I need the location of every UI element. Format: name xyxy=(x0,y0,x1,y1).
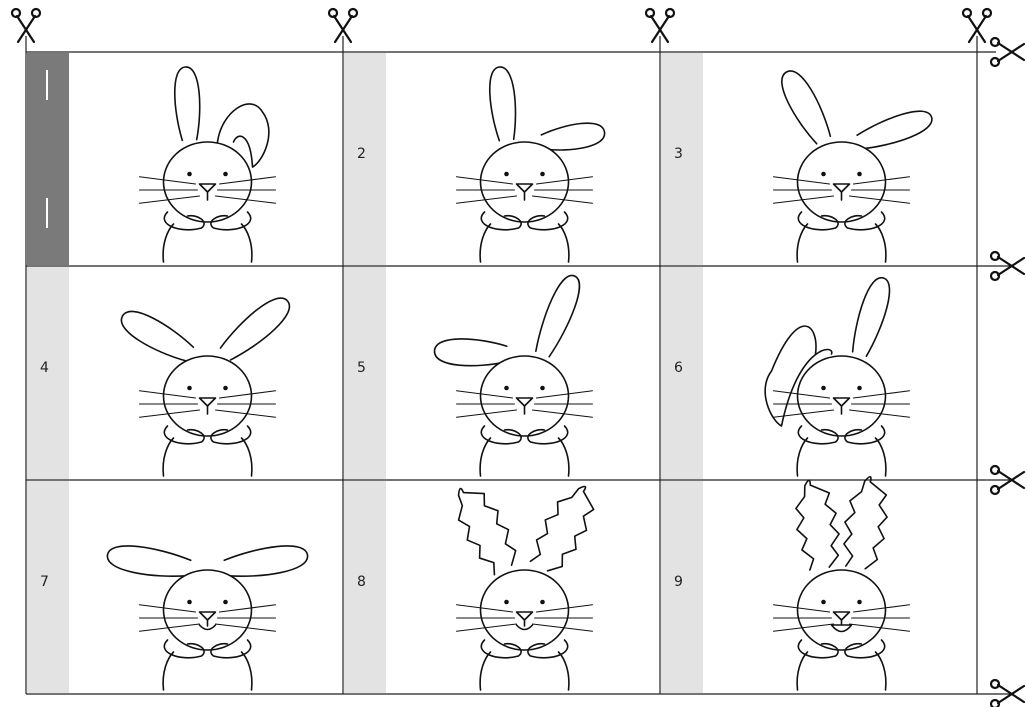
left-ear xyxy=(434,339,506,366)
eye xyxy=(540,600,545,605)
right-ear xyxy=(844,477,887,569)
eye xyxy=(540,172,545,177)
left-ear xyxy=(796,480,839,570)
bunny-drawing xyxy=(107,546,307,690)
frame-number: 5 xyxy=(357,360,366,376)
body xyxy=(480,224,569,262)
eye xyxy=(223,600,228,605)
frame-number: 4 xyxy=(40,360,49,376)
eye xyxy=(857,172,862,177)
eye xyxy=(187,386,192,391)
body xyxy=(797,438,886,476)
bunny-drawing xyxy=(765,278,909,476)
eye xyxy=(821,600,826,605)
eye xyxy=(821,386,826,391)
frame-number: 8 xyxy=(357,574,366,590)
eye xyxy=(504,386,509,391)
left-ear xyxy=(459,489,516,575)
frame-number: 7 xyxy=(40,574,49,590)
eye xyxy=(504,172,509,177)
left-ear xyxy=(782,71,831,144)
right-ear xyxy=(853,278,890,357)
bunny-drawing xyxy=(434,275,592,476)
right-ear xyxy=(541,123,604,150)
frame-number: 9 xyxy=(674,574,683,590)
body xyxy=(797,224,886,262)
eye xyxy=(187,600,192,605)
bunny-drawing xyxy=(774,71,932,262)
frame-number: 2 xyxy=(357,146,366,162)
eye xyxy=(223,172,228,177)
frame-number: 3 xyxy=(674,146,683,162)
eye xyxy=(504,600,509,605)
eye xyxy=(857,600,862,605)
bunny-drawing xyxy=(457,487,594,690)
body xyxy=(797,652,886,690)
eye xyxy=(540,386,545,391)
right-ear xyxy=(530,487,593,571)
left-ear xyxy=(107,546,190,576)
body xyxy=(163,438,252,476)
right-ear xyxy=(220,298,289,360)
body xyxy=(480,438,569,476)
eye xyxy=(187,172,192,177)
body xyxy=(480,652,569,690)
right-ear xyxy=(536,275,580,356)
bunny-drawing xyxy=(140,67,276,262)
left-ear xyxy=(490,67,516,141)
left-ear xyxy=(121,311,193,360)
frame-number: 6 xyxy=(674,360,683,376)
body xyxy=(163,652,252,690)
eye xyxy=(821,172,826,177)
eye xyxy=(223,386,228,391)
left-ear xyxy=(175,67,200,140)
body xyxy=(163,224,252,262)
bunny-drawing xyxy=(774,477,910,690)
bunny-drawing xyxy=(457,67,605,262)
right-ear xyxy=(857,111,932,149)
eye xyxy=(857,386,862,391)
bunny-drawing xyxy=(121,298,289,476)
right-ear xyxy=(224,546,307,576)
